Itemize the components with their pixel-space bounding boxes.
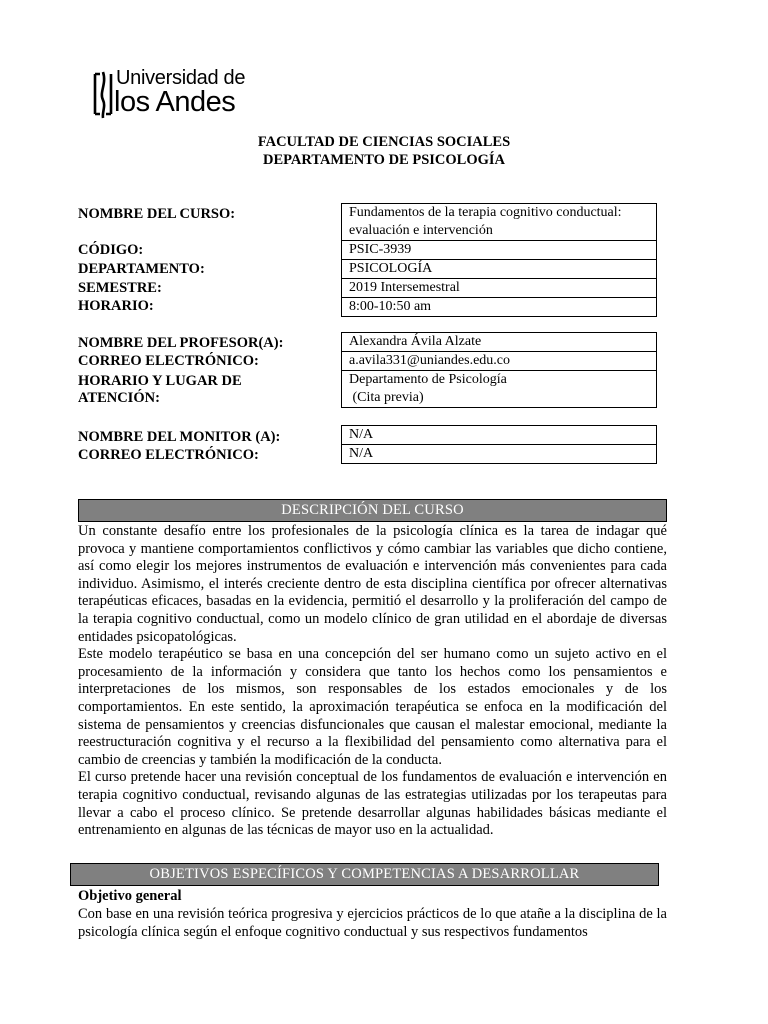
professor-info-box xyxy=(341,332,657,408)
monitor-email-label: CORREO ELECTRÓNICO: xyxy=(78,447,259,463)
description-paragraph-1: Un constante desafío entre los profesionales de la psicología clínica es la tarea de indagar qué provoca y mantiene comportamientos conflictivos y cómo cambiar las variables que dicho contiene, así como elegir los mejores instrumentos de evaluación e intervención más convenientes para cada individuo. Asimismo, el interés creciente dentro de esta disciplina científica por ofrecer alternativas terapéuticas eficaces, basadas en la evidencia, permitió el desarrollo y la proliferación del campo de la terapia cognitivo conductual, como un modelo clínico de gran utilidad en el abordaje de diversas entidades psicopatológicas. xyxy=(78,523,667,645)
logo-mark-icon xyxy=(92,70,114,120)
monitor-info-box xyxy=(341,425,657,464)
course-code-value: PSIC-3939 xyxy=(342,241,656,260)
course-semester-label: SEMESTRE: xyxy=(78,280,162,296)
office-hours-value-line-1: Departamento de Psicología xyxy=(349,372,507,387)
logo-line-2: los Andes xyxy=(114,86,236,118)
monitor-email-value: N/A xyxy=(349,446,374,461)
office-hours-value-line-2: (Cita previa) xyxy=(349,390,424,405)
monitor-name-value: N/A xyxy=(342,426,656,445)
description-paragraph-3: El curso pretende hacer una revisión conceptual de los fundamentos de evaluación e intervención en terapia cognitivo conductual, revisando algunas de las estrategias utilizadas por los terapeutas para llevar a cabo el proceso clínico. Se pretende desarrollar algunas habilidades básicas mediante el entrenamiento en algunas de las técnicas de mayor uso en la actualidad. xyxy=(78,769,667,839)
course-department-value: PSICOLOGÍA xyxy=(342,260,656,279)
course-schedule-label: HORARIO: xyxy=(78,298,154,314)
professor-name-label: NOMBRE DEL PROFESOR(A): xyxy=(78,335,284,351)
course-department-label: DEPARTAMENTO: xyxy=(78,261,205,277)
faculty-title: FACULTAD DE CIENCIAS SOCIALES xyxy=(257,134,511,150)
description-section-header: DESCRIPCIÓN DEL CURSO xyxy=(78,499,667,522)
course-code-label: CÓDIGO: xyxy=(78,242,144,258)
professor-email-value[interactable]: a.avila331@uniandes.edu.co xyxy=(342,352,656,371)
professor-email-label: CORREO ELECTRÓNICO: xyxy=(78,353,259,369)
course-schedule-value: 8:00-10:50 am xyxy=(349,299,432,314)
description-body xyxy=(78,523,667,840)
description-paragraph-2: Este modelo terapéutico se basa en una concepción del ser humano como un sujeto activo en el procesamiento de la información y considera que tanto los hechos como los pensamientos e interpretaciones de los mismos, son responsables de los estados emocionales y de los comportamientos. En este sentido, la aproximación terapéutica se enfoca en la modificación del sistema de pensamientos y creencias disfuncionales que causan el malestar emocional, mediante la reestructuración cognitiva y el recurso a la flexibilidad del pensamiento como alternativa para el cambio de creencias y también la modificación de la conducta. xyxy=(78,646,667,768)
university-logo xyxy=(92,68,262,122)
course-name-label: NOMBRE DEL CURSO: xyxy=(78,206,236,222)
course-semester-value: 2019 Intersemestral xyxy=(342,279,656,298)
monitor-name-label: NOMBRE DEL MONITOR (A): xyxy=(78,429,281,445)
department-title: DEPARTAMENTO DE PSICOLOGÍA xyxy=(263,152,505,168)
course-info-box xyxy=(341,203,657,317)
general-objective-heading: Objetivo general xyxy=(78,888,182,904)
objectives-section-header: OBJETIVOS ESPECÍFICOS Y COMPETENCIAS A DESARROLLAR xyxy=(70,863,659,886)
course-name-line-1: Fundamentos de la terapia cognitivo conductual: xyxy=(349,205,622,220)
office-hours-label-line-1: HORARIO Y LUGAR DE xyxy=(78,373,242,389)
general-objective-text: Con base en una revisión teórica progresiva y ejercicios prácticos de lo que atañe a la disciplina de la psicología clínica según el enfoque cognitivo conductual y sus respectivos fundamentos xyxy=(78,906,667,940)
course-name-line-2: evaluación e intervención xyxy=(342,222,656,241)
professor-name-value: Alexandra Ávila Alzate xyxy=(342,333,656,352)
logo-line-1: Universidad de xyxy=(116,67,246,89)
office-hours-label-line-2: ATENCIÓN: xyxy=(78,390,160,406)
